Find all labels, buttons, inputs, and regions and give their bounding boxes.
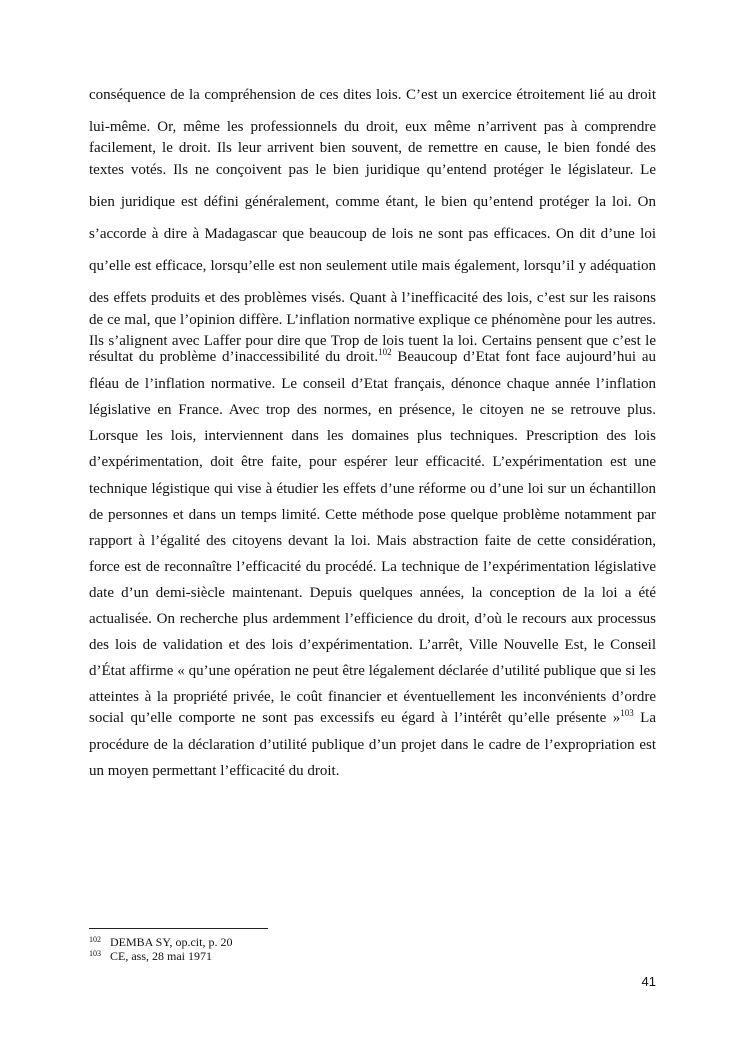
body-line: atteintes à la propriété privée, le coût financier et éventuellement les inconvénients d’ordre	[89, 689, 656, 705]
footnote-item: 102 DEMBA SY, op.cit, p. 20	[89, 935, 233, 949]
body-line: un moyen permettant l’efficacité du droit.	[89, 763, 340, 779]
body-line: Ils s’alignent avec Laffer pour dire que Trop de lois tuent la loi. Certains pensent que c’est le	[89, 333, 656, 349]
body-line: conséquence de la compréhension de ces dites lois. C’est un exercice étroitement lié au droit	[89, 87, 656, 103]
body-line: des lois de validation et des lois d’expérimentation. L’arrêt, Ville Nouvelle Est, le Conseil	[89, 637, 656, 653]
body-line-text: social qu’elle comporte ne sont pas excessifs eu égard à l’intérêt qu’elle présente »	[89, 710, 621, 726]
body-line: des effets produits et des problèmes visés. Quant à l’inefficacité des lois, c’est sur les raisons	[89, 290, 656, 306]
body-line-text: La	[633, 710, 656, 726]
body-line: bien juridique est défini généralement, comme étant, le bien qu’entend protéger la loi. On	[89, 194, 656, 210]
body-line: textes votés. Ils ne conçoivent pas le bien juridique qu’entend protéger le législateur. Le	[89, 162, 656, 178]
footnote-separator	[89, 928, 268, 929]
body-line: date d’un demi-siècle maintenant. Depuis quelques années, la conception de la loi a été	[89, 585, 656, 601]
body-line: Lorsque les lois, interviennent dans les domaines plus techniques. Prescription des lois	[89, 428, 656, 444]
page-number: 41	[641, 974, 656, 989]
footnote-text: CE, ass, 28 mai 1971	[107, 949, 212, 963]
body-line: s’accorde à dire à Madagascar que beaucoup de lois ne sont pas efficaces. On dit d’une loi	[89, 226, 656, 242]
body-line-with-footnote-ref	[89, 348, 656, 366]
body-line: qu’elle est efficace, lorsqu’elle est non seulement utile mais également, lorsqu’il y adéquation	[89, 258, 656, 274]
body-line: lui-même. Or, même les professionnels du droit, eux même n’arrivent pas à comprendre	[89, 119, 656, 135]
body-line: fléau de l’inflation normative. Le conseil d’Etat français, dénonce chaque année l’inflation	[89, 376, 656, 392]
body-line: facilement, le droit. Ils leur arrivent bien souvent, de remettre en cause, le bien fondé des	[89, 140, 656, 156]
body-line: actualisée. On recherche plus ardemment l’efficience du droit, d’où le recours aux processus	[89, 611, 656, 627]
body-line: d’État affirme « qu’une opération ne peut être légalement déclarée d’utilité publique que si les	[89, 663, 656, 679]
body-line: procédure de la déclaration d’utilité publique d’un projet dans le cadre de l’expropriation est	[89, 737, 656, 753]
body-line-text: résultat du problème d’inaccessibilité du droit.	[89, 349, 379, 365]
body-line-with-footnote-ref	[89, 709, 656, 727]
body-line: technique légistique qui vise à étudier les effets d’une réforme ou d’une loi sur un échantillon	[89, 481, 656, 497]
body-line: rapport à l’égalité des citoyens devant la loi. Mais abstraction faite de cette considération,	[89, 533, 656, 549]
footnote-reference: 103	[620, 708, 634, 718]
body-line: de personnes et dans un temps limité. Cette méthode pose quelque problème notamment par	[89, 507, 656, 523]
body-line: de ce mal, que l’opinion diffère. L’inflation normative explique ce phénomène pour les autres.	[89, 312, 656, 328]
footnote-item: 103 CE, ass, 28 mai 1971	[89, 949, 212, 963]
body-line: force est de reconnaître l’efficacité du procédé. La technique de l’expérimentation législative	[89, 559, 656, 575]
body-line-text: Beaucoup d’Etat font face aujourd’hui au	[391, 349, 656, 365]
body-line: législative en France. Avec trop des normes, en présence, le citoyen ne se retrouve plus.	[89, 402, 656, 418]
body-line: d’expérimentation, doit être faite, pour espérer leur efficacité. L’expérimentation est une	[89, 454, 656, 470]
footnote-text: DEMBA SY, op.cit, p. 20	[107, 935, 233, 949]
footnote-reference: 102	[378, 347, 392, 357]
